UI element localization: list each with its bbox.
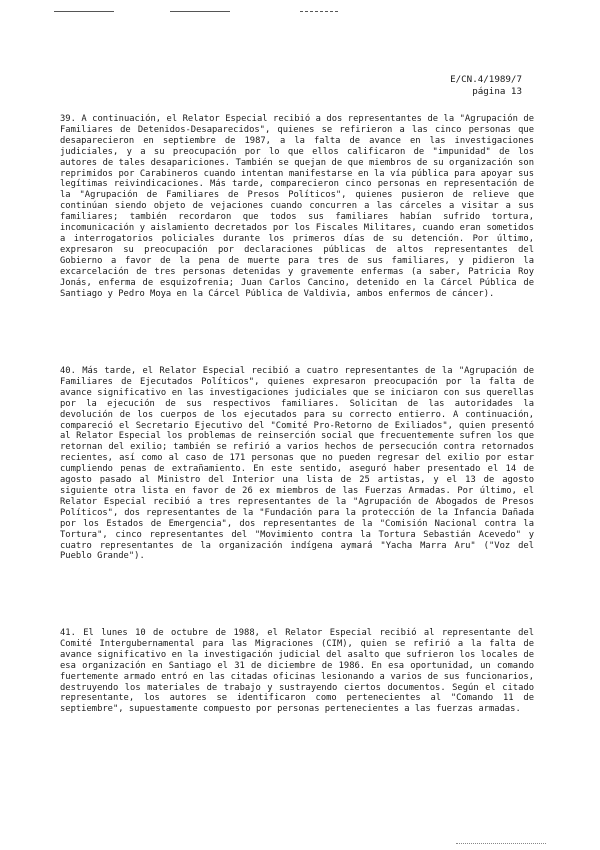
- scan-artifact-line: [170, 11, 230, 12]
- paragraph-39: 39. A continuación, el Relator Especial recibió a dos representantes de la "Agrupación de Familiares de Detenidos-Desaparecidos", quienes se refirieron a las cinco personas que desaparecieron en septiembre de 1987, a la falta de avance en las investigaciones judiciales, y a su preocupación por lo que ellos calificaron de "impunidad" de los autores de tales desapariciones. También se quejan de que miembros de su organización son reprimidos por Carabineros cuando intentan manifestarse en la vía pública para apoyar sus legítimas reivindicaciones. Más tarde, comparecieron cinco personas en representación de la "Agrupación de Familiares de Presos Políticos", quienes pusieron de relieve que continúan siendo objeto de vejaciones cuando concurren a las cárceles a visitar a sus familiares; también recordaron que todos sus familiares habían sufrido tortura, incomunicación y aislamiento decretados por los Fiscales Militares, cuando eran sometidos a interrogatorios policiales durante los primeros días de su detención. Por último, expresaron su preocupación por declaraciones públicas de altos representantes del Gobierno a favor de la pena de muerte para tres de sus familiares, y pidieron la excarcelación de tres personas detenidas y gravemente enfermas (a saber, Patricia Roy Jonás, enferma de esquizofrenia; Juan Carlos Cancino, detenido en la Cárcel Pública de Santiago y Pedro Moya en la Cárcel Pública de Valdivia, ambos enfermos de cáncer).: [60, 114, 534, 299]
- paragraph-40: 40. Más tarde, el Relator Especial recibió a cuatro representantes de la "Agrupación de Familiares de Ejecutados Políticos", quienes expresaron preocupación por la falta de avance significativo en las investigaciones judiciales que se iniciaron con sus querellas por la ejecución de sus respectivos familiares. Solicitan de las autoridades la devolución de los cuerpos de los ejecutados para su correcto entierro. A continuación, compareció el Secretario Ejecutivo del "Comité Pro-Retorno de Exiliados", quien presentó al Relator Especial los problemas de reinserción social que frecuentemente sufren los que retornan del exilio; también se refirió a varios hechos de persecución contra retornados recientes, así como al caso de 171 personas que no pueden regresar del exilio por estar cumpliendo penas de extrañamiento. En este sentido, aseguró haber presentado el 14 de agosto pasado al Ministro del Interior una lista de 25 artistas, y el 13 de agosto siguiente otra lista en favor de 26 ex miembros de las Fuerzas Armadas. Por último, el Relator Especial recibió a tres representantes de la "Agrupación de Abogados de Presos Políticos", dos representantes de la "Fundación para la protección de la Infancia Dañada por los Estados de Emergencia", dos representantes de la "Comisión Nacional contra la Tortura", cinco representantes del "Movimiento contra la Tortura Sebastián Acevedo" y cuatro representantes de la organización indígena aymará "Yacha Marra Aru" ("Voz del Pueblo Grande").: [60, 366, 534, 562]
- page-number: página 13: [472, 86, 522, 97]
- scan-artifact-line: [54, 11, 114, 12]
- document-symbol: E/CN.4/1989/7: [450, 74, 522, 85]
- scan-artifact-footer: [456, 843, 546, 844]
- scan-artifact-line: [300, 11, 338, 12]
- paragraph-41: 41. El lunes 10 de octubre de 1988, el Relator Especial recibió al representante del Comité Intergubernamental para las Migraciones (CIM), quien se refirió a la falta de avance significativo en la investigación judicial del asalto que sufrieron los locales de esa organización en Santiago el 31 de diciembre de 1986. En esa oportunidad, un comando fuertemente armado entró en las citadas oficinas lesionando a varios de sus funcionarios, destruyendo los materiales de trabajo y sustrayendo ciertos documentos. Según el citado representante, los autores se identificaron como pertenecientes al "Comando 11 de septiembre", supuestamente compuesto por personas pertenecientes a las fuerzas armadas.: [60, 628, 534, 715]
